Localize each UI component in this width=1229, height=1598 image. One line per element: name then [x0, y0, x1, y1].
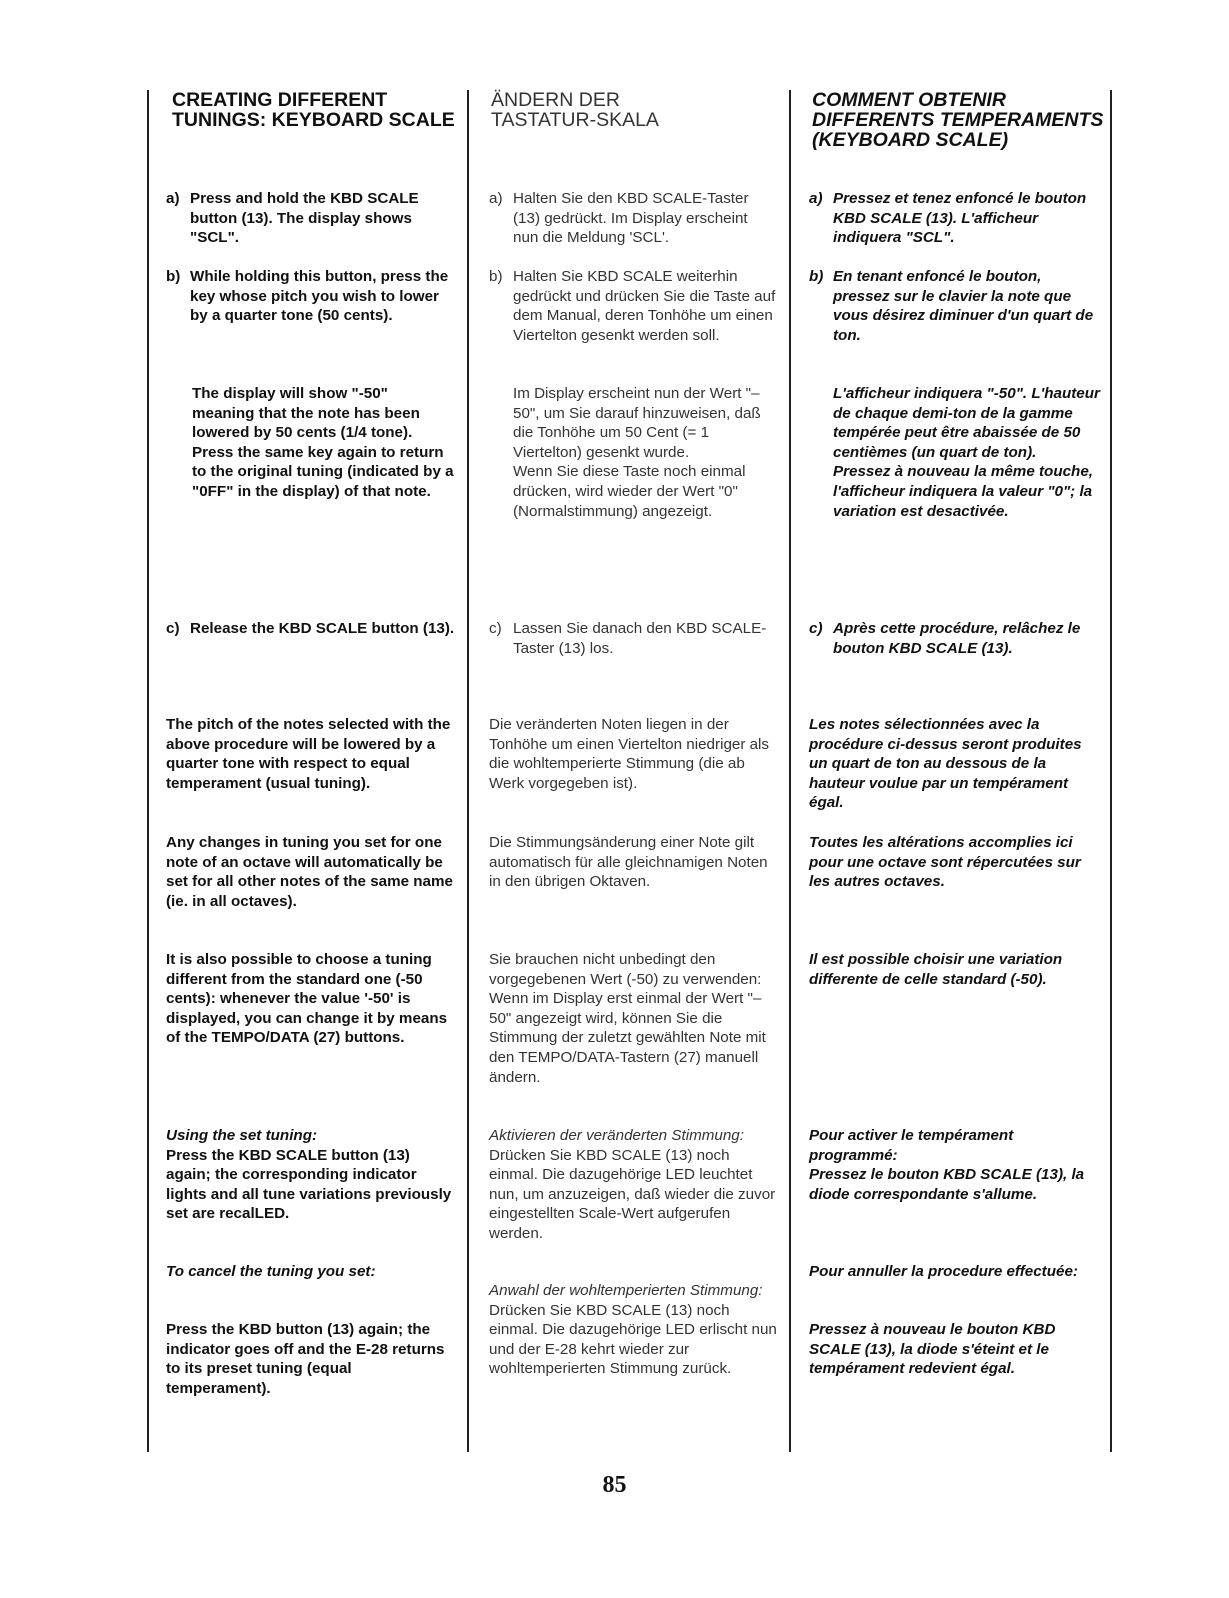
- english-paragraph-3: It is also possible to choose a tuning different from the standard one (-50 cents): whenever the value '-50' is displayed, you can change it by means of the TEMPO/DATA (27) buttons.: [166, 951, 448, 1047]
- step-text: Après cette procédure, relâchez le bouton KBD SCALE (13).: [833, 620, 1081, 657]
- step-label: b): [809, 268, 824, 285]
- french-title-line-2: DIFFERENTS TEMPERAMENTS: [812, 109, 1104, 131]
- german-cancel-heading: Anwahl der wohltemperierten Stimmung:: [489, 1282, 763, 1299]
- english-step-a: [166, 189, 456, 248]
- step-label: c): [166, 620, 180, 637]
- german-step-a: [489, 189, 777, 248]
- german-step-b-display: [513, 384, 775, 521]
- french-using-section: [809, 1126, 1101, 1204]
- french-step-a: [809, 189, 1101, 248]
- step-text: While holding this button, press the key whose pitch you wish to lower by a quarter tone (50 cents).: [190, 268, 449, 325]
- page-number: 85: [602, 1472, 627, 1498]
- french-using-text: Pressez le bouton KBD SCALE (13), la diode correspondante s'allume.: [809, 1166, 1085, 1203]
- french-cancel-heading: Pour annuller la procedure effectuée:: [809, 1263, 1078, 1280]
- german-step-c: [489, 619, 777, 658]
- english-step-b-display: The display will show "-50" meaning that the note has been lowered by 50 cents (1/4 tone). Press the same key again to return to the original tuning (indicated by a "0FF" in the display) of that note.: [192, 385, 454, 500]
- german-display-text-1: Im Display erscheint nun der Wert "–50", um Sie darauf hinzuweisen, daß die Tonhöhe um 50 Cent (= 1 Viertelton) gesenkt wurde.: [513, 385, 761, 461]
- german-title-line-2: TASTATUR-SKALA: [491, 109, 659, 131]
- english-paragraph-1: The pitch of the notes selected with the above procedure will be lowered by a quarter tone with respect to equal temperament (usual tuning).: [166, 716, 451, 792]
- english-title-line-2: TUNINGS: KEYBOARD SCALE: [172, 109, 455, 131]
- column-rule-left: [147, 90, 149, 1452]
- column-rule-center-right: [789, 90, 791, 1452]
- step-text: Lassen Sie danach den KBD SCALE-Taster (13) los.: [513, 620, 767, 657]
- french-title-line-1: COMMENT OBTENIR: [812, 89, 1006, 111]
- step-text: Pressez et tenez enfoncé le bouton KBD SCALE (13). L'afficheur indiquera "SCL".: [833, 190, 1087, 247]
- english-title-line-1: CREATING DIFFERENT: [172, 89, 388, 111]
- column-rule-center-left: [467, 90, 469, 1452]
- german-paragraph-2: Die Stimmungsänderung einer Note gilt automatisch für alle gleichnamigen Noten in den übrigen Oktaven.: [489, 834, 768, 891]
- step-label: a): [489, 190, 503, 207]
- french-paragraph-3: Il est possible choisir une variation differente de celle standard (-50).: [809, 951, 1063, 988]
- step-label: a): [166, 190, 180, 207]
- french-step-c: [809, 619, 1101, 658]
- german-paragraph-1: Die veränderten Noten liegen in der Tonhöhe um einen Viertelton niedriger als die wohltemperierte Stimmung (die ab Werk vorgegeben ist).: [489, 716, 770, 792]
- step-label: c): [809, 620, 823, 637]
- german-using-heading: Aktivieren der veränderten Stimmung:: [489, 1127, 744, 1144]
- english-using-section: [166, 1126, 456, 1224]
- step-text: Release the KBD SCALE button (13).: [190, 620, 455, 637]
- column-rule-right: [1110, 90, 1112, 1452]
- french-title-line-3: (KEYBOARD SCALE): [812, 129, 1009, 151]
- french-using-heading: Pour activer le tempérament programmé:: [809, 1127, 1014, 1164]
- german-cancel-text: Drücken Sie KBD SCALE (13) noch einmal. Die dazugehörige LED erlischt nun und der E-28 kehrt wieder zur wohltemperierten Stimmung zurück.: [489, 1301, 777, 1378]
- french-cancel-text: Pressez à nouveau le bouton KBD SCALE (13), la diode s'éteint et le tempérament redevient égal.: [809, 1321, 1056, 1378]
- french-paragraph-1: Les notes sélectionnées avec la procédure ci-dessus seront produites un quart de ton au dessous de la hauteur voulue par un tempérament égal.: [809, 716, 1082, 812]
- german-title-line-1: ÄNDERN DER: [491, 89, 620, 111]
- step-text: Halten Sie KBD SCALE weiterhin gedrückt und drücken Sie die Taste auf dem Manual, deren Tonhöhe um einen Viertelton gesenkt werden soll.: [513, 268, 776, 344]
- step-text: Halten Sie den KBD SCALE-Taster (13) gedrückt. Im Display erscheint nun die Meldung 'SCL'.: [513, 190, 749, 247]
- german-cancel-section: [489, 1281, 777, 1379]
- german-using-section: [489, 1126, 777, 1244]
- english-step-b: [166, 267, 456, 326]
- english-cancel-heading: To cancel the tuning you set:: [166, 1263, 376, 1280]
- german-paragraph-3: Sie brauchen nicht unbedingt den vorgegebenen Wert (-50) zu verwenden: Wenn im Display erst einmal der Wert "–50" angezeigt wird, können Sie die Stimmung der zuletzt gewählten Note mit den TEMPO/DATA-Tastern (27) manuell ändern.: [489, 951, 766, 1086]
- step-label: b): [489, 268, 503, 285]
- english-cancel-text: Press the KBD button (13) again; the indicator goes off and the E-28 returns to its preset tuning (equal temperament).: [166, 1321, 445, 1397]
- english-step-c: [166, 619, 456, 639]
- french-step-b-display: [833, 384, 1101, 521]
- german-display-text-2: Wenn Sie diese Taste noch einmal drücken, wird wieder der Wert "0" (Normalstimmung) angezeigt.: [513, 463, 746, 520]
- english-paragraph-2: Any changes in tuning you set for one note of an octave will automatically be set for all other notes of the same name (ie. in all octaves).: [166, 834, 453, 910]
- french-display-text-2: Pressez à nouveau la même touche, l'afficheur indiquera la valeur "0"; la variation est desactivée.: [833, 463, 1093, 520]
- step-label: b): [166, 268, 181, 285]
- french-step-b: [809, 267, 1101, 345]
- german-using-text: Drücken Sie KBD SCALE (13) noch einmal. Die dazugehörige LED leuchtet nun, um anzuzeigen, daß wieder die zuvor eingestellten Scale-Wert aufgerufen werden.: [489, 1146, 776, 1242]
- german-step-b: [489, 267, 777, 345]
- english-using-heading: Using the set tuning:: [166, 1127, 318, 1144]
- step-text: En tenant enfoncé le bouton, pressez sur le clavier la note que vous désirez diminuer d'un quart de ton.: [833, 268, 1094, 344]
- step-text: Press and hold the KBD SCALE button (13). The display shows "SCL".: [190, 190, 419, 247]
- french-display-text-1: L'afficheur indiquera "-50". L'hauteur de chaque demi-ton de la gamme tempérée peut être abaissée de 50 centièmes (un quart de ton).: [833, 385, 1100, 461]
- step-label: c): [489, 620, 502, 637]
- step-label: a): [809, 190, 823, 207]
- french-paragraph-2: Toutes les altérations accomplies ici pour une octave sont répercutées sur les autres octaves.: [809, 834, 1081, 891]
- english-using-text: Press the KBD SCALE button (13) again; the corresponding indicator lights and all tune variations previously set are recalLED.: [166, 1146, 452, 1223]
